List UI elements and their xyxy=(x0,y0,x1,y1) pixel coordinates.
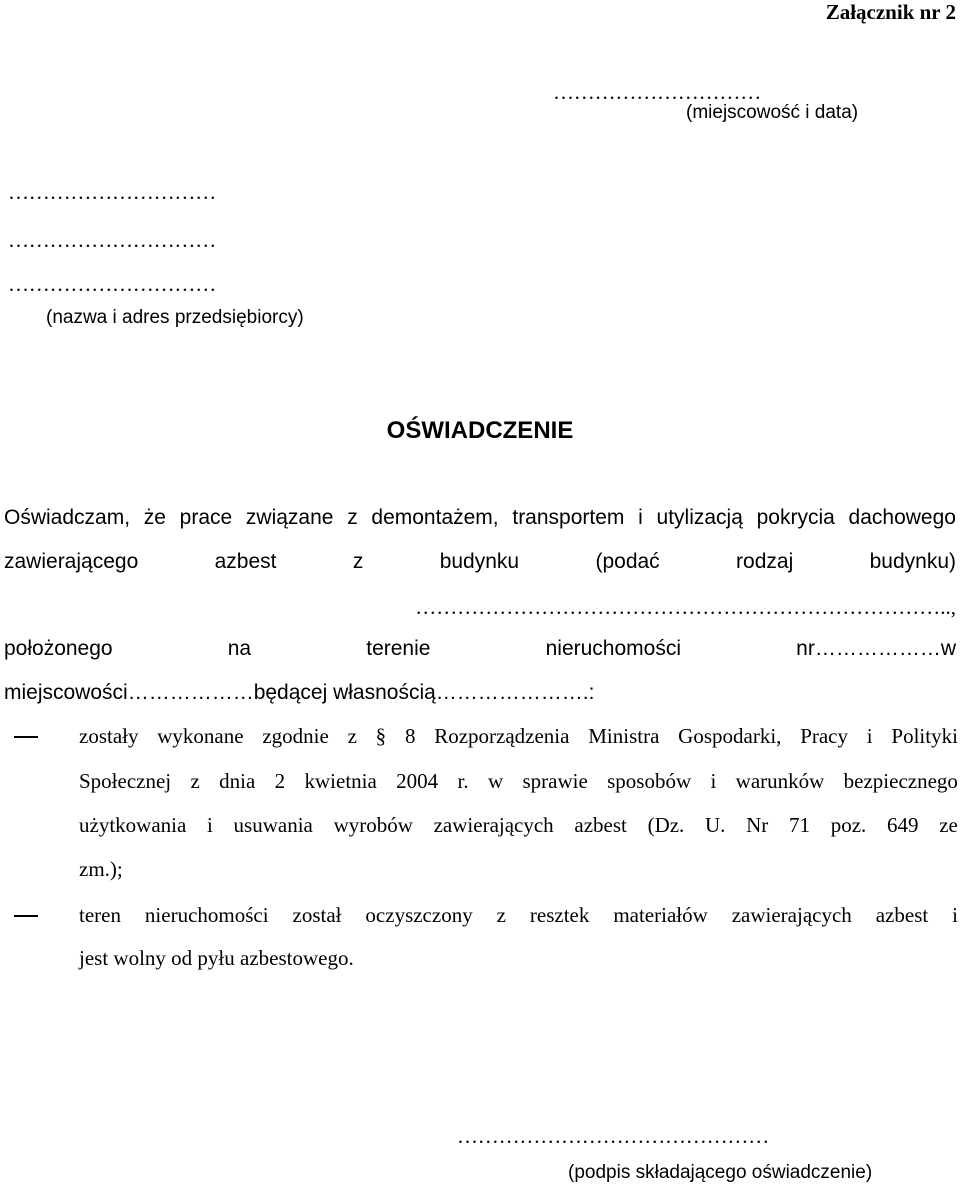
word: zawierającego xyxy=(4,550,139,573)
word: resztek xyxy=(529,903,590,927)
entrepreneur-line-1: ………………………… xyxy=(8,180,217,204)
word: dachowego xyxy=(848,506,956,529)
word: Nr xyxy=(746,813,769,837)
word: azbest xyxy=(214,550,277,573)
bullet-1-last-line: zm.); xyxy=(79,857,123,881)
word: Polityki xyxy=(891,724,958,748)
word: Społecznej xyxy=(79,769,172,793)
attachment-label: Załącznik nr 2 xyxy=(825,0,956,24)
word: z xyxy=(347,724,357,748)
word: dnia xyxy=(219,769,256,793)
word: ze xyxy=(939,813,958,837)
word: kwietnia xyxy=(304,769,377,793)
word: 8 xyxy=(404,724,416,748)
word: w xyxy=(487,769,504,793)
bullet-2-line-1 xyxy=(79,903,958,928)
word: z xyxy=(496,903,506,927)
bullet-1-line-2 xyxy=(79,769,958,794)
word: miejscowości………………będącej własnością………………….: xyxy=(4,681,595,704)
word: zawierających xyxy=(433,813,554,837)
word: Ministra xyxy=(588,724,660,748)
entrepreneur-line-3: ………………………… xyxy=(8,272,217,296)
word: nieruchomości xyxy=(144,903,269,927)
word: użytkowania xyxy=(79,813,187,837)
word: terenie xyxy=(366,637,431,660)
word: (Dz. xyxy=(647,813,685,837)
word: azbest xyxy=(574,813,627,837)
word: Oświadczam, xyxy=(4,506,131,529)
bullet-dash xyxy=(14,736,38,738)
word: sprawie xyxy=(522,769,588,793)
word: związane xyxy=(245,506,334,529)
word: warunków xyxy=(735,769,825,793)
word: (podać xyxy=(595,550,660,573)
word: nr………………w xyxy=(796,637,956,660)
word: z xyxy=(190,769,200,793)
word: 649 xyxy=(887,813,919,837)
bullet-dash xyxy=(14,915,38,917)
document-title: OŚWIADCZENIE xyxy=(386,417,574,444)
intro-line-2 xyxy=(4,550,956,574)
word: usuwania xyxy=(233,813,313,837)
word: budynku xyxy=(439,550,520,573)
word: i xyxy=(866,724,873,748)
word: § xyxy=(375,724,387,748)
word: sposobów xyxy=(607,769,692,793)
word: prace xyxy=(179,506,233,529)
word: bezpiecznego xyxy=(843,769,958,793)
bullet-1-line-1 xyxy=(79,724,958,749)
place-date-dots: ………………………… xyxy=(553,80,762,104)
word: i xyxy=(710,769,717,793)
word: 2 xyxy=(274,769,286,793)
bullet-1-line-3 xyxy=(79,813,958,838)
word: nieruchomości xyxy=(545,637,682,660)
word: azbest xyxy=(875,903,929,927)
intro-line-3-dots: ………………………………………………………………….., xyxy=(415,595,956,619)
word: budynku) xyxy=(869,550,956,573)
word: oczyszczony xyxy=(365,903,473,927)
word: rodzaj xyxy=(736,550,794,573)
word: został xyxy=(292,903,342,927)
word: r. xyxy=(457,769,469,793)
word: i xyxy=(952,903,958,927)
word: zawierających xyxy=(731,903,852,927)
word: z xyxy=(352,550,364,573)
intro-line-5 xyxy=(4,681,956,705)
signature-caption: (podpis składającego oświadczenie) xyxy=(568,1162,873,1183)
word: utylizacją xyxy=(656,506,743,529)
word: 2004 xyxy=(396,769,439,793)
word: wyrobów xyxy=(333,813,413,837)
word: U. xyxy=(705,813,726,837)
word: z xyxy=(347,506,358,529)
word: 71 xyxy=(789,813,811,837)
intro-line-4 xyxy=(4,637,956,661)
word: zgodnie xyxy=(262,724,329,748)
word: Gospodarki, xyxy=(678,724,782,748)
word: pokrycia xyxy=(756,506,835,529)
word: położonego xyxy=(4,637,113,660)
word: demontażem, xyxy=(371,506,499,529)
word: teren xyxy=(79,903,121,927)
word: transportem xyxy=(512,506,625,529)
intro-line-1 xyxy=(4,506,956,530)
word: materiałów xyxy=(613,903,708,927)
signature-dots: ……………………………………… xyxy=(457,1124,770,1148)
word: Rozporządzenia xyxy=(434,724,570,748)
word: Pracy xyxy=(800,724,849,748)
word: poz. xyxy=(830,813,867,837)
bullet-2-last-line: jest wolny od pyłu azbestowego. xyxy=(79,946,354,970)
word: i xyxy=(207,813,213,837)
place-date-caption: (miejscowość i data) xyxy=(686,102,859,123)
word: na xyxy=(227,637,252,660)
word: wykonane xyxy=(157,724,244,748)
word: i xyxy=(638,506,643,529)
entrepreneur-caption: (nazwa i adres przedsiębiorcy) xyxy=(46,307,304,328)
word: zostały xyxy=(79,724,139,748)
word: że xyxy=(143,506,166,529)
entrepreneur-line-2: ………………………… xyxy=(8,228,217,252)
